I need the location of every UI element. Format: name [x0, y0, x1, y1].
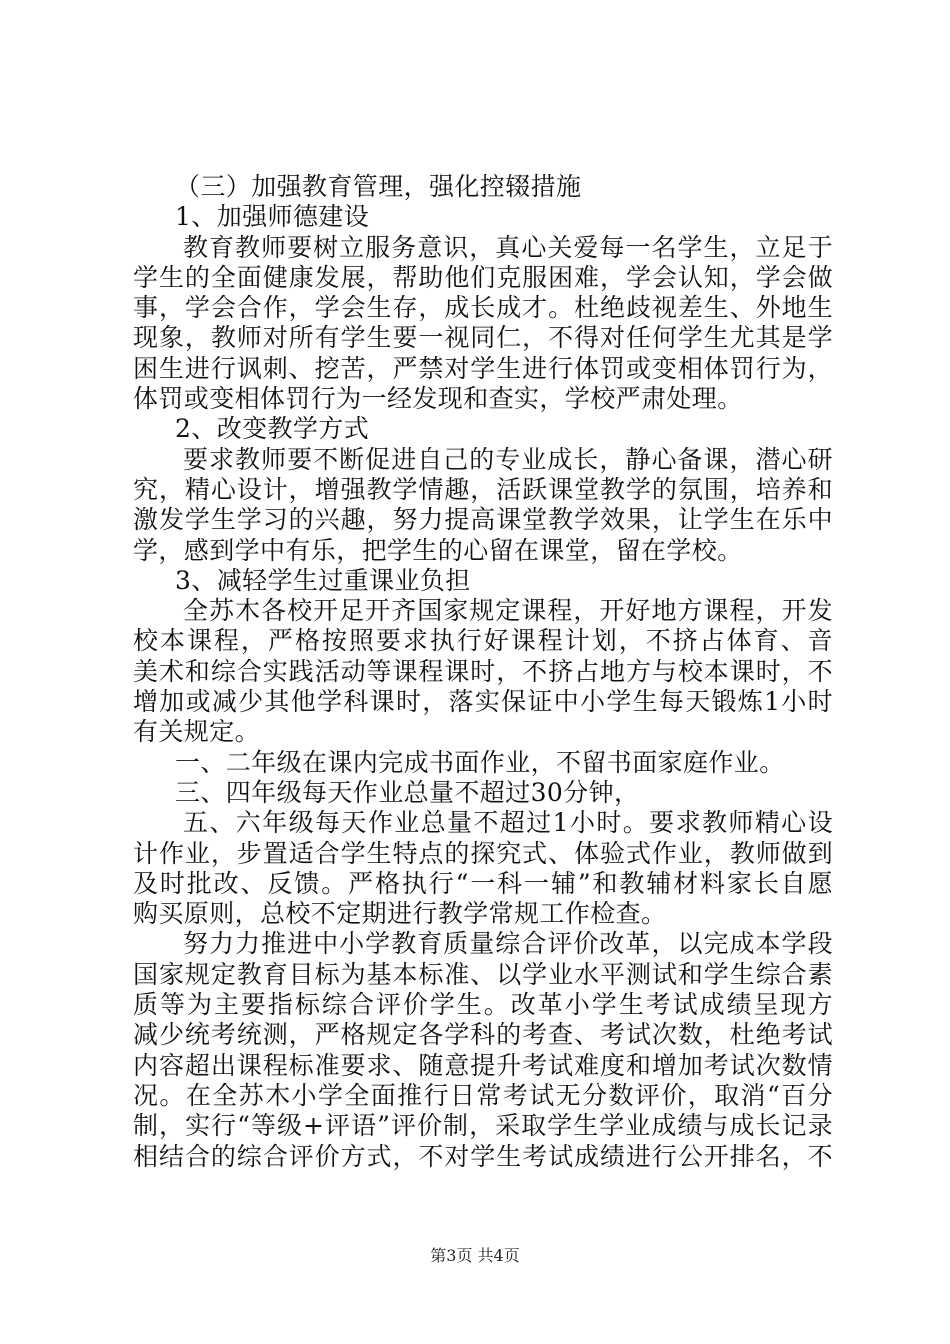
text-line: 况。在全苏木小学全面推行日常考试无分数评价，取消“百分: [133, 1080, 833, 1110]
text-line: 教育教师要树立服务意识，真心关爱每一名学生，立足于: [183, 232, 833, 262]
text-line: 三、四年级每天作业总量不超过30分钟，: [175, 777, 640, 807]
page-footer: 第3页 共4页: [430, 1246, 520, 1265]
text-line: 国家规定教育目标为基本标准、以学业水平测试和学生综合素: [133, 959, 833, 989]
text-line: 及时批改、反馈。严格执行“一科一辅”和教辅材料家长自愿: [133, 868, 833, 898]
text-line: 五、六年级每天作业总量不超过1小时。要求教师精心设: [183, 808, 833, 838]
text-line: 激发学生学习的兴趣，努力提高课堂教学效果，让学生在乐中: [133, 505, 833, 535]
text-line: 体罚或变相体罚行为一经发现和查实，学校严肃处理。: [133, 384, 743, 414]
text-line: （三）加强教育管理，强化控辍措施: [175, 172, 582, 201]
text-line: 质等为主要指标综合评价学生。改革小学生考试成绩呈现方: [133, 990, 833, 1020]
text-line: 相结合的综合评价方式，不对学生考试成绩进行公开排名，不: [133, 1141, 833, 1171]
text-line: 美术和综合实践活动等课程课时，不挤占地方与校本课时，不: [133, 656, 833, 686]
text-line: 困生进行讽刺、挖苦，严禁对学生进行体罚或变相体罚行为，: [133, 353, 833, 383]
text-line: 学生的全面健康发展，帮助他们克服困难，学会认知，学会做: [133, 262, 833, 292]
document-body: [133, 172, 833, 1172]
text-line: 全苏木各校开足开齐国家规定课程，开好地方课程，开发: [183, 596, 833, 626]
text-line: 1、加强师德建设: [175, 202, 370, 232]
text-line: 减少统考统测，严格规定各学科的考查、考试次数，杜绝考试: [133, 1020, 833, 1050]
text-line: 内容超出课程标准要求、随意提升考试难度和增加考试次数情: [133, 1050, 833, 1080]
text-line: 事，学会合作，学会生存，成长成才。杜绝歧视差生、外地生: [133, 293, 833, 323]
text-line: 2、改变教学方式: [175, 414, 370, 444]
text-line: 计作业，步置适合学生特点的探究式、体验式作业，教师做到: [133, 838, 833, 868]
text-line: 现象，教师对所有学生要一视同仁，不得对任何学生尤其是学: [133, 323, 833, 353]
text-line: 要求教师要不断促进自己的专业成长，静心备课，潜心研: [183, 444, 833, 474]
text-line: 增加或减少其他学科课时，落实保证中小学生每天锻炼1小时: [133, 687, 833, 717]
text-line: 校本课程，严格按照要求执行好课程计划，不挤占体育、音: [133, 626, 833, 656]
text-line: 一、二年级在课内完成书面作业，不留书面家庭作业。: [175, 747, 785, 777]
text-line: 究，精心设计，增强教学情趣，活跃课堂教学的氛围，培养和: [133, 474, 833, 504]
text-line: 制，实行“等级+评语”评价制，采取学生学业成绩与成长记录: [133, 1111, 833, 1141]
text-line: 努力力推进中小学教育质量综合评价改革，以完成本学段: [183, 929, 833, 959]
text-line: 购买原则，总校不定期进行教学常规工作检查。: [133, 899, 667, 929]
text-line: 有关规定。: [133, 717, 261, 747]
text-line: 学，感到学中有乐，把学生的心留在课堂，留在学校。: [133, 535, 743, 565]
text-line: 3、减轻学生过重课业负担: [175, 565, 471, 595]
